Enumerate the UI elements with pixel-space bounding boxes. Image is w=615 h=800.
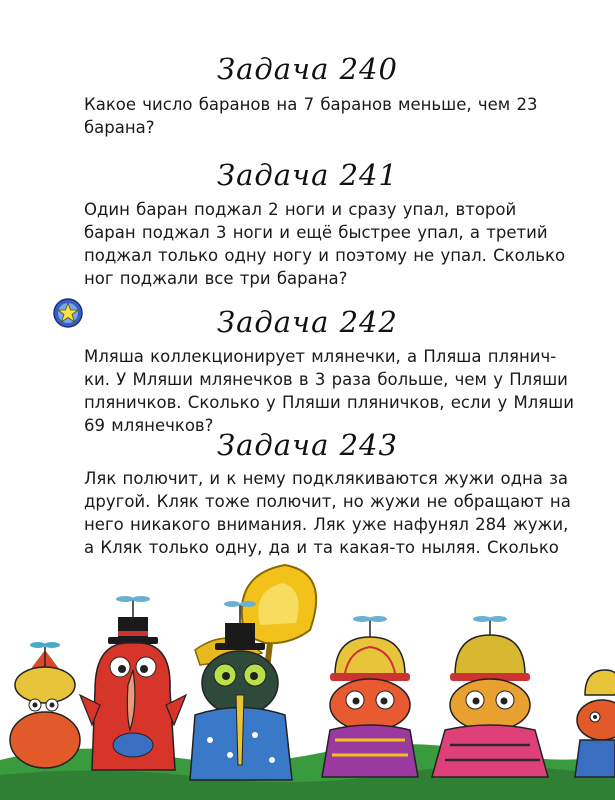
- creature-far-left: [10, 642, 80, 768]
- task-240-line: Какое число баранов на 7 баранов меньше, чем 23: [84, 95, 538, 114]
- creature-dome-hat-right: [432, 616, 548, 777]
- task-240-line: барана?: [84, 118, 155, 137]
- task-242-line: ки. У Мляши млянечков в 3 раза больше, чем у Пляши: [84, 370, 568, 389]
- task-241-line: Один баран поджал 2 ноги и сразу упал, второй: [84, 200, 517, 219]
- task-242-title: Задача 242: [217, 305, 398, 339]
- task-242-line: Мляша коллекционирует млянечки, а Пляша плянич-: [84, 347, 557, 366]
- task-241-line: баран поджал 3 ноги и ещё быстрее упал, а третий: [84, 223, 548, 242]
- creature-far-right: [575, 670, 615, 777]
- task-243-text: [84, 467, 584, 559]
- task-243-line: Ляк полючит, и к нему подклякиваются жужи одна за: [84, 469, 569, 488]
- task-241-line: поджал только одну ногу и поэтому не упал. Сколько: [84, 246, 566, 265]
- task-243-title: Задача 243: [217, 428, 398, 462]
- task-241-title: Задача 241: [217, 158, 398, 192]
- task-242-text: [84, 345, 584, 437]
- task-243-line: него никакого внимания. Ляк уже нафунял 284 жужи,: [84, 515, 569, 534]
- task-243-line: другой. Кляк тоже полючит, но жужи не обращают на: [84, 492, 571, 511]
- task-240-title: Задача 240: [217, 52, 398, 86]
- task-241-text: [84, 198, 584, 290]
- task-243-line: а Кляк только одну, да и та какая-то ныляя. Сколько: [84, 538, 559, 557]
- task-241-line: ног поджали все три барана?: [84, 269, 348, 288]
- creatures-illustration: [0, 555, 615, 800]
- creature-dome-hat-center: [322, 616, 418, 777]
- task-242-line: пляничков. Сколько у Пляши пляничков, если у Мляши: [84, 393, 574, 412]
- task-240-text: [84, 93, 584, 139]
- creature-red-tophat: [80, 596, 186, 770]
- task-242-line: 69 млянечков?: [84, 416, 214, 435]
